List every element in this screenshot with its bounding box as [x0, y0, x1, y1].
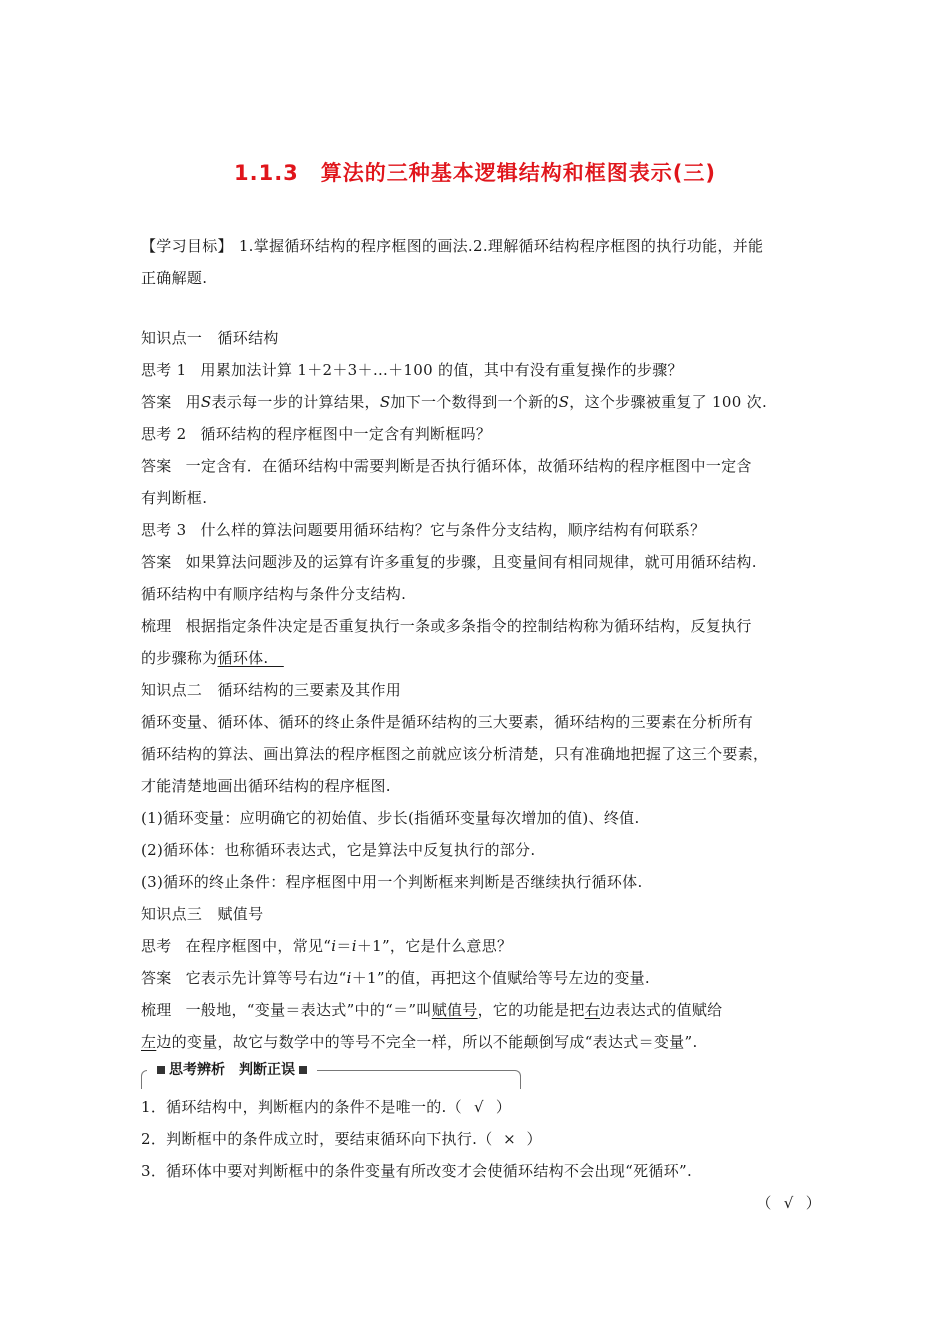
kp3-q-text-2: ＋1”，它是什么意思？: [356, 937, 513, 955]
kp2-paragraph-2: 循环结构的算法、画出算法的程序框图之前就应该分析清楚，只有准确地把握了这三个要素，: [141, 745, 769, 763]
kp1-heading: 知识点一 循环结构: [141, 329, 279, 347]
kp3-q-text-1: 在程序框图中，常见“: [185, 937, 332, 955]
cross-mark-icon: ×: [503, 1130, 516, 1148]
q3-label: 思考 3: [141, 521, 187, 539]
a1-var-s: S: [200, 393, 212, 411]
a2-label: 答案: [141, 457, 172, 475]
kp2-paragraph-3: 才能清楚地画出循环结构的程序框图.: [141, 777, 391, 795]
section-banner: [141, 1060, 521, 1090]
kp3-summary-2: [141, 1032, 821, 1052]
paren-close: ）: [805, 1194, 821, 1212]
square-bullet-icon: [157, 1066, 165, 1074]
kp1-summary-1: [141, 616, 821, 636]
a3-label: 答案: [141, 553, 172, 571]
judgment-3: 3．循环体中要对判断框中的条件变量有所改变才会使循环结构不会出现“死循环”.: [141, 1162, 693, 1180]
var-i: i: [351, 937, 357, 955]
fill-in-answer: 循环体.: [217, 649, 284, 667]
q1-text: 用累加法计算 1＋2＋3＋…＋100 的值，其中有没有重复操作的步骤？: [200, 361, 683, 379]
a1-text-3: 加下一个数得到一个新的: [390, 393, 559, 411]
kp1-a1: [141, 392, 821, 412]
a1-label: 答案: [141, 393, 172, 411]
kp3-q-label: 思考: [141, 937, 172, 955]
kp1-a2-2: 有判断框.: [141, 489, 208, 507]
banner-title: [147, 1060, 317, 1080]
kp3-answer: [141, 968, 821, 988]
kp2-item-1: (1)循环变量：应明确它的初始值、步长(指循环变量每次增加的值)、终值.: [141, 809, 640, 827]
kp3-a-text-2: ＋1”的值，再把这个值赋给等号左边的变量.: [351, 969, 650, 987]
kp2-item-3: (3)循环的终止条件：程序框图中用一个判断框来判断是否继续执行循环体.: [141, 873, 643, 891]
page-title: 1.1.3 算法的三种基本逻辑结构和框图表示(三): [234, 161, 716, 185]
judgment-2: [141, 1129, 821, 1149]
kp3-sum-text-1: 一般地，“变量＝表达式”中的“＝”叫: [185, 1001, 432, 1019]
kp1-a3-2: 循环结构中有顺序结构与条件分支结构.: [141, 585, 407, 603]
kp1-summary-2: [141, 648, 821, 668]
judgment-text: 1．循环结构中，判断框内的条件不是唯一的.（: [141, 1098, 462, 1116]
objective-tag: 【学习目标】: [141, 237, 233, 255]
q3-text: 什么样的算法问题要用循环结构？它与条件分支结构，顺序结构有何联系？: [200, 521, 706, 539]
square-bullet-icon: [299, 1066, 307, 1074]
check-mark-icon: √: [783, 1194, 794, 1212]
judgment-1: [141, 1097, 821, 1117]
summary-text-2: 的步骤称为: [141, 649, 218, 667]
kp3-sum-text-3: 边表达式的值赋给: [600, 1001, 723, 1019]
a1-text-4: ，这个步骤被重复了 100 次.: [569, 393, 768, 411]
summary-label: 梳理: [141, 617, 172, 635]
kp3-sum-label: 梳理: [141, 1001, 172, 1019]
paren-close: ）: [526, 1130, 542, 1148]
fill-in-answer: 右: [584, 1001, 601, 1019]
paren-open: （: [756, 1194, 772, 1212]
var-i: i: [331, 937, 337, 955]
kp2-item-2: (2)循环体：也称循环表达式，它是算法中反复执行的部分.: [141, 841, 536, 859]
kp1-a3-1: [141, 552, 821, 572]
fill-in-answer: 赋值号: [431, 1001, 478, 1019]
a1-text-1: 用: [185, 393, 201, 411]
judgment-text: 2．判断框中的条件成立时，要结束循环向下执行.（: [141, 1130, 493, 1148]
objective-text-1: 1.掌握循环结构的程序框图的画法.2.理解循环结构程序框图的执行功能，并能: [238, 237, 764, 255]
banner-left-label: 思考辨析: [169, 1062, 225, 1078]
kp3-heading: 知识点三 赋值号: [141, 905, 264, 923]
q2-text: 循环结构的程序框图中一定含有判断框吗？: [200, 425, 492, 443]
banner-right-label: 判断正误: [239, 1062, 295, 1078]
kp1-q3: [141, 520, 821, 540]
kp3-a-text-1: 它表示先计算等号右边“: [185, 969, 347, 987]
var-i: i: [346, 969, 352, 987]
kp1-a2-1: [141, 456, 821, 476]
kp2-heading: 知识点二 循环结构的三要素及其作用: [141, 681, 402, 699]
summary-text-1: 根据指定条件决定是否重复执行一条或多条指令的控制结构称为循环结构，反复执行: [185, 617, 752, 635]
kp2-paragraph-1: 循环变量、循环体、循环的终止条件是循环结构的三大要素，循环结构的三要素在分析所有: [141, 713, 754, 731]
q1-label: 思考 1: [141, 361, 187, 379]
check-mark-icon: √: [473, 1098, 484, 1116]
kp3-a-label: 答案: [141, 969, 172, 987]
a2-text-1: 一定含有．在循环结构中需要判断是否执行循环体，故循环结构的程序框图中一定含: [185, 457, 752, 475]
judgment-3-answer: [141, 1193, 821, 1213]
equals-sign: ＝: [336, 937, 352, 955]
kp3-summary-1: [141, 1000, 821, 1020]
kp1-q2: [141, 424, 821, 444]
kp3-question: [141, 936, 821, 956]
objective-line-1: [141, 236, 821, 256]
q2-label: 思考 2: [141, 425, 187, 443]
kp3-sum-text-2: ，它的功能是把: [477, 1001, 585, 1019]
fill-in-answer: 左: [141, 1033, 157, 1051]
a1-var-s: S: [379, 393, 391, 411]
kp3-sum-text-4: 边的变量，故它与数学中的等号不完全一样，所以不能颠倒写成“表达式＝变量”.: [156, 1033, 698, 1051]
a1-var-s: S: [558, 393, 570, 411]
a3-text-1: 如果算法问题涉及的运算有许多重复的步骤，且变量间有相同规律，就可用循环结构.: [185, 553, 757, 571]
kp1-q1: [141, 360, 821, 380]
objective-line-2: 正确解题.: [141, 269, 208, 287]
a1-text-2: 表示每一步的计算结果，: [211, 393, 380, 411]
paren-close: ）: [495, 1098, 512, 1116]
